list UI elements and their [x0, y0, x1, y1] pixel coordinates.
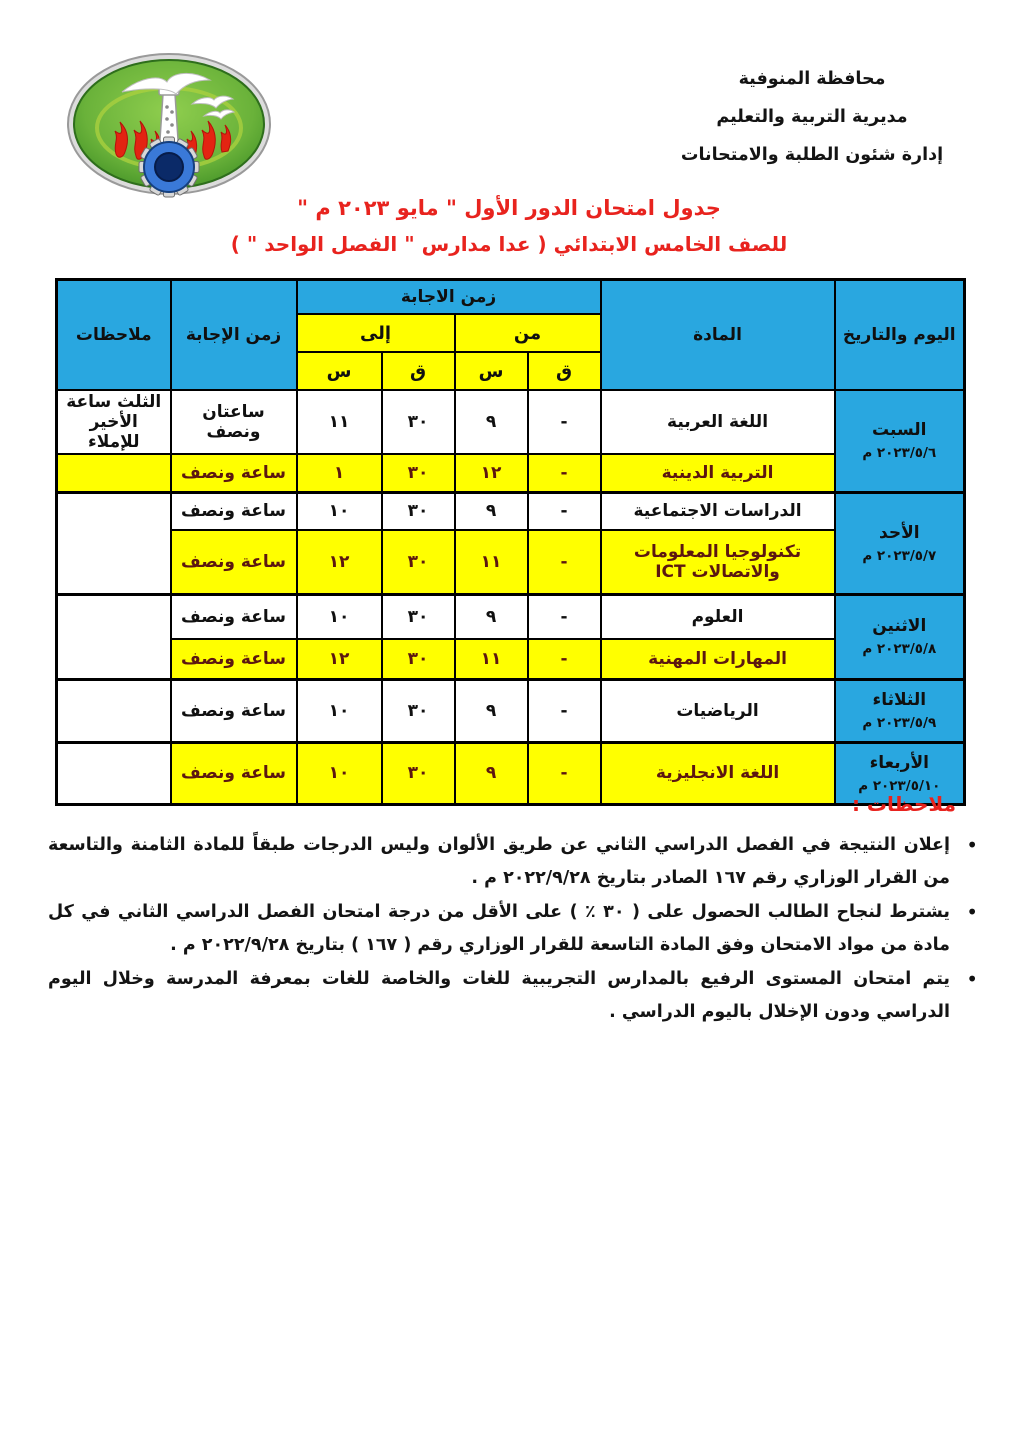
col-header-to-minutes: ق [382, 352, 455, 390]
col-header-notes: ملاحظات [57, 280, 171, 391]
from-minutes-cell: - [528, 454, 601, 492]
to-hours-cell: ١٠ [297, 594, 382, 639]
notes-cell: الثلث ساعة الأخير للإملاء [57, 390, 171, 454]
to-hours-cell: ١ [297, 454, 382, 492]
day-name: السبت [872, 420, 927, 441]
col-header-to: إلى [297, 314, 455, 352]
day-date-cell [835, 594, 965, 679]
remarks-list [48, 829, 978, 1030]
duration-cell: ساعتان ونصف [171, 390, 297, 454]
bullet-icon: • [966, 833, 978, 857]
from-hours-cell: ٩ [455, 492, 528, 530]
emblem-icon [64, 52, 274, 200]
bullet-icon: • [966, 900, 978, 924]
from-hours-cell: ١١ [455, 530, 528, 594]
day-date: ٢٠٢٣/٥/٦ م [862, 445, 937, 462]
col-header-to-hours: س [297, 352, 382, 390]
to-minutes-cell: ٣٠ [382, 594, 455, 639]
from-minutes-cell: - [528, 742, 601, 804]
duration-cell: ساعة ونصف [171, 742, 297, 804]
exam-schedule-table [55, 278, 966, 806]
day-date: ٢٠٢٣/٥/٧ م [862, 547, 937, 564]
remark-item [48, 896, 978, 962]
notes-cell [57, 679, 171, 742]
subject-cell: التربية الدينية [601, 454, 835, 492]
exam-schedule-title: جدول امتحان الدور الأول " مايو ٢٠٢٣ م " [297, 196, 721, 220]
subject-cell: الرياضيات [601, 679, 835, 742]
day-date-cell [835, 492, 965, 594]
to-hours-cell: ١٠ [297, 679, 382, 742]
day-date: ٢٠٢٣/٥/٨ م [862, 641, 937, 657]
notes-cell [57, 742, 171, 804]
to-minutes-cell: ٣٠ [382, 530, 455, 594]
subject-cell: المهارات المهنية [601, 639, 835, 679]
from-minutes-cell: - [528, 679, 601, 742]
to-minutes-cell: ٣٠ [382, 742, 455, 804]
from-hours-cell: ١١ [455, 639, 528, 679]
from-hours-cell: ٩ [455, 390, 528, 454]
col-header-subject: المادة [601, 280, 835, 391]
org-header [642, 60, 982, 174]
from-minutes-cell: - [528, 492, 601, 530]
org-line-directorate: مديرية التربية والتعليم [716, 107, 908, 127]
from-hours-cell: ٩ [455, 679, 528, 742]
remark-text: يتم امتحان المستوى الرفيع بالمدارس التجريبية للغات والخاصة للغات بمعرفة المدرسة وخلال اليوم الدراسي ودون الإخلال باليوم الدراسي . [48, 969, 950, 1022]
subject-cell: تكنولوجيا المعلومات والاتصالات ICT [601, 530, 835, 594]
subject-cell: اللغة العربية [601, 390, 835, 454]
notes-cell [57, 454, 171, 492]
to-minutes-cell: ٣٠ [382, 390, 455, 454]
col-header-from-minutes: ق [528, 352, 601, 390]
exam-schedule-subtitle: للصف الخامس الابتدائي ( عدا مدارس " الفصل الواحد " ) [230, 232, 788, 256]
day-date: ٢٠٢٣/٥/٩ م [862, 715, 937, 731]
duration-cell: ساعة ونصف [171, 639, 297, 679]
to-hours-cell: ١٢ [297, 530, 382, 594]
remark-text: إعلان النتيجة في الفصل الدراسي الثاني عن طريق الألوان وليس الدرجات طبقاً للمادة الثامنة والتاسعة من القرار الوزاري رقم ١٦٧ الصادر بتاريخ ٢٠٢٢/٩/٢٨ م . [48, 835, 950, 888]
subject-cell: اللغة الانجليزية [601, 742, 835, 804]
day-date-cell [835, 390, 965, 492]
col-header-answer-time-group: زمن الاجابة [297, 280, 601, 315]
duration-cell: ساعة ونصف [171, 454, 297, 492]
day-name: الثلاثاء [872, 690, 927, 710]
remark-item [48, 829, 978, 895]
from-minutes-cell: - [528, 390, 601, 454]
to-minutes-cell: ٣٠ [382, 639, 455, 679]
to-minutes-cell: ٣٠ [382, 454, 455, 492]
col-header-day-date: اليوم والتاريخ [835, 280, 965, 391]
notes-cell [57, 594, 171, 679]
col-header-duration: زمن الإجابة [171, 280, 297, 391]
from-minutes-cell: - [528, 639, 601, 679]
day-date: ٢٠٢٣/٥/١٠ م [858, 777, 941, 794]
from-minutes-cell: - [528, 594, 601, 639]
from-hours-cell: ١٢ [455, 454, 528, 492]
day-name: الأربعاء [869, 752, 929, 773]
day-date-cell [835, 679, 965, 742]
day-name: الاثنين [872, 616, 927, 636]
col-header-from-hours: س [455, 352, 528, 390]
day-name: الأحد [879, 522, 920, 543]
to-hours-cell: ١١ [297, 390, 382, 454]
subject-cell: العلوم [601, 594, 835, 639]
from-minutes-cell: - [528, 530, 601, 594]
org-line-administration: إدارة شئون الطلبة والامتحانات [680, 145, 944, 165]
duration-cell: ساعة ونصف [171, 594, 297, 639]
menoufia-governorate-logo [64, 52, 274, 200]
to-minutes-cell: ٣٠ [382, 492, 455, 530]
to-hours-cell: ١٠ [297, 742, 382, 804]
from-hours-cell: ٩ [455, 742, 528, 804]
duration-cell: ساعة ونصف [171, 530, 297, 594]
col-header-from: من [455, 314, 601, 352]
from-hours-cell: ٩ [455, 594, 528, 639]
remark-text: يشترط لنجاح الطالب الحصول على ( ٣٠ ٪ ) على الأقل من درجة امتحان الفصل الدراسي الثاني في كل مادة من مواد الامتحان وفق المادة التاسعة للقرار الوزاري رقم ( ١٦٧ ) بتاريخ ٢٠٢٢/٩/٢٨ م . [48, 902, 950, 955]
to-minutes-cell: ٣٠ [382, 679, 455, 742]
notes-cell [57, 492, 171, 594]
org-line-governorate: محافظة المنوفية [738, 69, 886, 89]
remarks-title: ملاحظات : [851, 792, 956, 816]
duration-cell: ساعة ونصف [171, 679, 297, 742]
to-hours-cell: ١٢ [297, 639, 382, 679]
to-hours-cell: ١٠ [297, 492, 382, 530]
duration-cell: ساعة ونصف [171, 492, 297, 530]
subject-cell: الدراسات الاجتماعية [601, 492, 835, 530]
bullet-icon: • [966, 967, 978, 991]
remark-item [48, 963, 978, 1029]
